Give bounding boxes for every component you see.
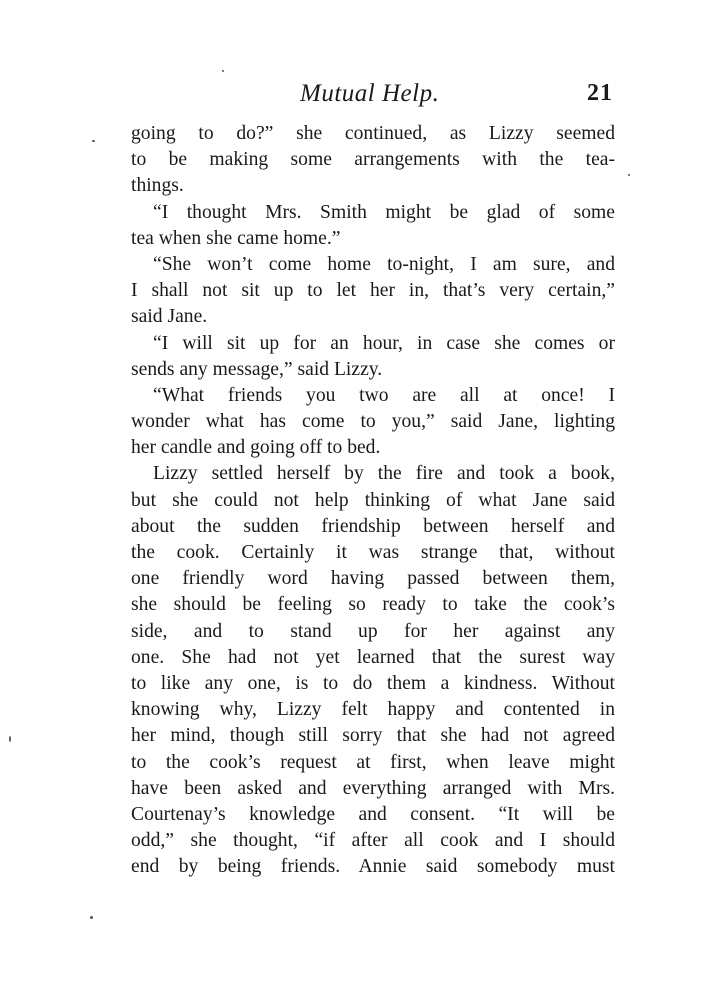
paper-speck [9, 736, 11, 742]
text-line: the cook. Certainly it was strange that, without [131, 542, 615, 563]
text-line: about the sudden friendship between herself and [131, 515, 615, 537]
text-line: one. She had not yet learned that the surest way [131, 646, 615, 668]
text-line: her candle and going off to bed. [131, 437, 381, 459]
text-line: Courtenay’s knowledge and consent. “It will be [131, 803, 615, 825]
text-line: end by being friends. Annie said somebody must [131, 856, 615, 878]
page-number: 21 [587, 80, 613, 106]
text-line: but she could not help thinking of what Jane said [131, 489, 615, 511]
text-line: have been asked and everything arranged with Mrs. [131, 777, 615, 799]
text-line: I shall not sit up to let her in, that’s very certain,” [131, 280, 615, 302]
paper-speck [222, 70, 224, 72]
text-line: said Jane. [131, 306, 208, 328]
text-line: “What friends you two are all at once! I [153, 384, 615, 406]
text-line: “I thought Mrs. Smith might be glad of some [153, 201, 615, 223]
text-line: to be making some arrangements with the tea- [131, 149, 615, 171]
text-line: going to do?” she continued, as Lizzy seemed [131, 123, 615, 144]
paper-speck [628, 174, 630, 176]
paper-speck [92, 140, 95, 142]
text-line: she should be feeling so ready to take the cook’s [131, 594, 615, 616]
text-line: “She won’t come home to-night, I am sure, and [153, 253, 615, 275]
body-text [131, 121, 615, 880]
paper-speck [90, 916, 93, 919]
text-line: wonder what has come to you,” said Jane, lighting [131, 411, 615, 433]
text-line: sends any message,” said Lizzy. [131, 358, 383, 380]
text-line: Lizzy settled herself by the fire and took a book, [153, 463, 615, 485]
text-line: knowing why, Lizzy felt happy and contented in [131, 699, 615, 721]
text-line: “I will sit up for an hour, in case she comes or [153, 332, 615, 354]
page-header [130, 80, 613, 114]
text-line: things. [131, 175, 184, 197]
text-line: one friendly word having passed between them, [131, 568, 615, 590]
text-line: odd,” she thought, “if after all cook and I should [131, 830, 615, 852]
running-head: Mutual Help. [300, 80, 440, 107]
text-line: her mind, though still sorry that she had not agreed [131, 725, 615, 747]
text-line: side, and to stand up for her against any [131, 620, 615, 642]
text-line: to like any one, is to do them a kindness. Without [131, 672, 615, 694]
text-line: to the cook’s request at first, when leave might [131, 751, 615, 773]
text-line: tea when she came home.” [131, 227, 341, 249]
